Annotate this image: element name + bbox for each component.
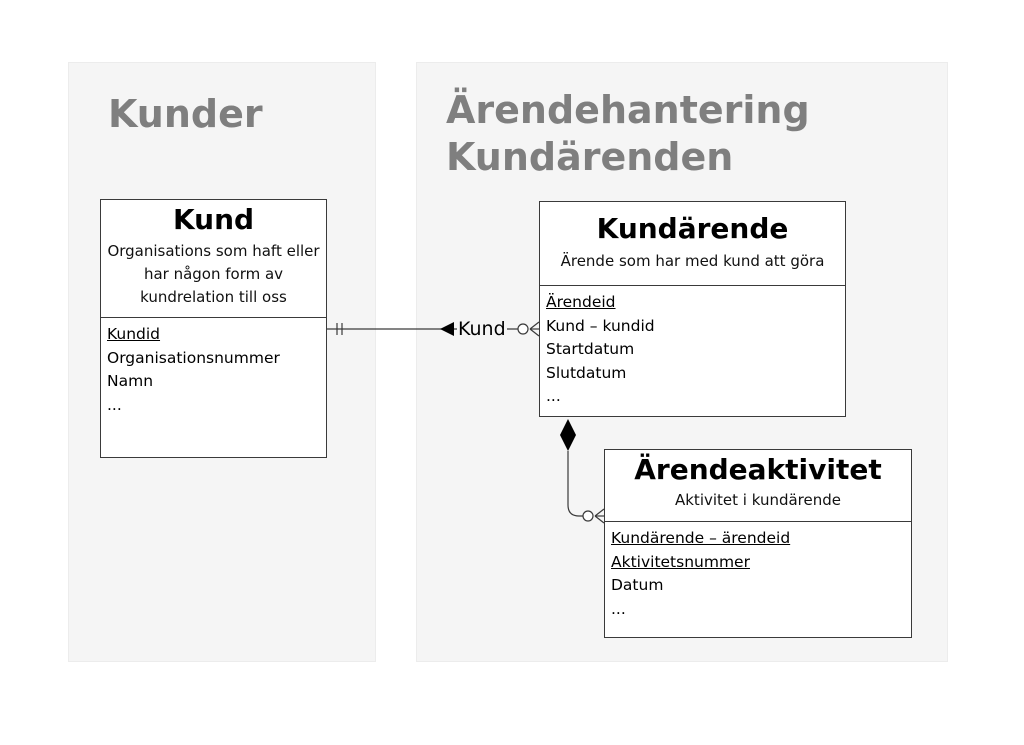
entity-attributes — [101, 318, 326, 422]
attribute: ... — [546, 387, 561, 405]
relationship-line-aktivitet — [568, 451, 583, 516]
panel-title-arendehantering: Ärendehantering — [446, 88, 810, 132]
attribute-primary-key: Kundid — [107, 325, 161, 343]
attribute-primary-key: Aktivitetsnummer — [611, 552, 750, 571]
entity-kund[interactable] — [100, 199, 327, 458]
entity-description: Ärende som har med kund att göra — [560, 252, 825, 270]
entity-header — [101, 200, 326, 318]
attribute: Namn — [107, 372, 154, 390]
crowfoot-icon — [530, 322, 539, 329]
panel-title-kunder: Kunder — [108, 92, 263, 136]
attribute: ... — [611, 599, 626, 618]
crowfoot-icon — [530, 329, 539, 336]
direction-arrow-icon — [440, 322, 454, 336]
attribute-foreign-key: Kund – kundid — [546, 316, 655, 335]
entity-attributes — [540, 286, 845, 414]
zero-optional-mark — [583, 511, 593, 521]
panel-title-kundarenden: Kundärenden — [446, 135, 734, 179]
entity-description: Organisations som haft eller har någon form av kundrelation till oss — [107, 242, 320, 306]
entity-kundarende[interactable] — [539, 201, 846, 417]
zero-optional-mark — [518, 324, 528, 334]
crowfoot-icon — [595, 509, 604, 516]
entity-header — [605, 450, 911, 522]
entity-name: Kund — [172, 203, 255, 236]
attribute: Slutdatum — [546, 363, 627, 382]
attribute-primary-key: Ärendeid — [546, 293, 616, 311]
entity-header — [540, 202, 845, 286]
entity-description: Aktivitet i kundärende — [674, 491, 841, 509]
attribute-primary-key: Kundärende – ärendeid — [611, 529, 791, 547]
attribute: Startdatum — [546, 340, 635, 358]
relationship-label-kund: Kund — [458, 318, 506, 340]
attribute: ... — [107, 395, 122, 414]
attribute: Datum — [611, 576, 664, 594]
entity-name: Kundärende — [596, 212, 789, 245]
entity-attributes — [605, 522, 911, 626]
entity-name: Ärendeaktivitet — [634, 453, 882, 486]
crowfoot-icon — [595, 516, 604, 523]
entity-arendeaktivitet[interactable] — [604, 449, 912, 638]
attribute: Organisationsnummer — [107, 348, 280, 367]
composition-diamond-icon — [560, 419, 576, 451]
